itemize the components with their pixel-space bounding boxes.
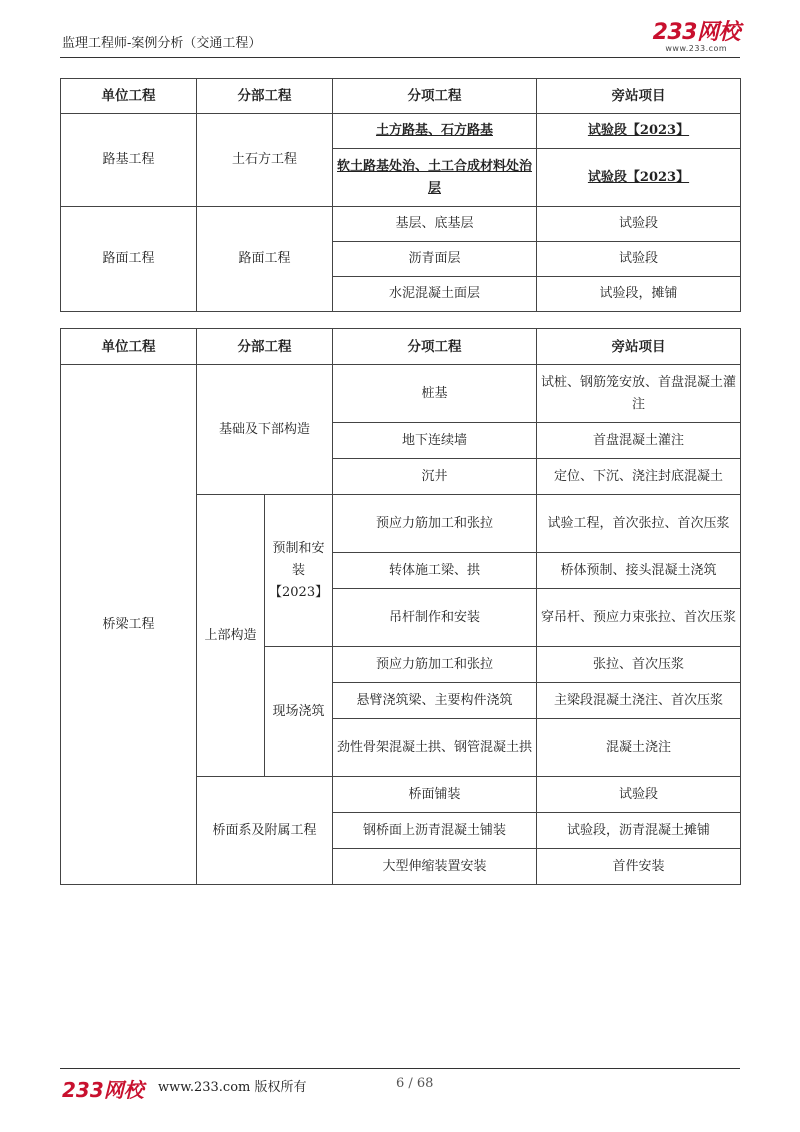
col-header-unit: 单位工程 [61,79,197,114]
item-cell: 沉井 [333,459,537,495]
table-bridge [60,328,741,885]
item-cell: 沥青面层 [333,242,537,277]
col-header-part: 分部工程 [197,329,333,365]
inspect-cell: 试验段 [537,207,741,242]
item-cell: 劲性骨架混凝土拱、钢管混凝土拱 [333,719,537,777]
brand-logo[interactable] [653,22,740,54]
item-cell: 桩基 [333,365,537,423]
footer-copyright[interactable]: www.233.com 版权所有 [158,1080,307,1095]
item-cell: 基层、底基层 [333,207,537,242]
item-cell: 桥面铺装 [333,777,537,813]
inspect-cell: 试验段，摊铺 [537,277,741,312]
footer-divider [60,1068,740,1069]
col-header-inspect: 旁站项目 [537,329,741,365]
unit-cell-bridge: 桥梁工程 [61,365,197,885]
inspect-cell: 桥体预制、接头混凝土浇筑 [537,553,741,589]
logo-url: www.233.com [665,44,728,53]
col-header-part: 分部工程 [197,79,333,114]
group-foundation: 基础及下部构造 [197,365,333,495]
inspect-cell: 试桩、钢筋笼安放、首盘混凝土灌注 [537,365,741,423]
col-header-inspect: 旁站项目 [537,79,741,114]
inspect-cell-link[interactable]: 试验段【2023】 [537,149,741,207]
header-divider [60,57,740,58]
page-header-title: 监理工程师-案例分析（交通工程） [62,36,262,51]
inspect-cell: 试验工程，首次张拉、首次压浆 [537,495,741,553]
item-cell-link[interactable]: 软土路基处治、土工合成材料处治层 [333,149,537,207]
inspect-cell: 混凝土浇注 [537,719,741,777]
inspect-cell: 定位、下沉、浇注封底混凝土 [537,459,741,495]
inspect-cell: 试验段 [537,777,741,813]
col-header-item: 分项工程 [333,79,537,114]
inspect-cell: 试验段，沥青混凝土摊铺 [537,813,741,849]
unit-cell: 路面工程 [61,207,197,312]
item-cell: 大型伸缩装置安装 [333,849,537,885]
inspect-cell: 首件安装 [537,849,741,885]
col-header-item: 分项工程 [333,329,537,365]
table-row [61,207,741,242]
part-cell: 土石方工程 [197,114,333,207]
item-cell: 预应力筋加工和张拉 [333,495,537,553]
unit-cell: 路基工程 [61,114,197,207]
inspect-cell-link[interactable]: 试验段【2023】 [537,114,741,149]
item-cell: 转体施工梁、拱 [333,553,537,589]
table-roadbed-pavement [60,78,741,312]
table-row [61,114,741,149]
footer-logo[interactable]: 233网校 [62,1078,144,1102]
item-cell: 钢桥面上沥青混凝土铺装 [333,813,537,849]
inspect-cell: 试验段 [537,242,741,277]
col-header-unit: 单位工程 [61,329,197,365]
page-number: 6 / 68 [396,1076,434,1091]
item-cell: 悬臂浇筑梁、主要构件浇筑 [333,683,537,719]
group-deck: 桥面系及附属工程 [197,777,333,885]
subgroup-prefab: 预制和安装【2023】 [265,495,333,647]
logo-text: 233网校 [652,20,740,45]
part-cell: 路面工程 [197,207,333,312]
item-cell: 水泥混凝土面层 [333,277,537,312]
table-row [61,365,741,423]
inspect-cell: 穿吊杆、预应力束张拉、首次压浆 [537,589,741,647]
item-cell: 预应力筋加工和张拉 [333,647,537,683]
inspect-cell: 张拉、首次压浆 [537,647,741,683]
subgroup-cast: 现场浇筑 [265,647,333,777]
inspect-cell: 主梁段混凝土浇注、首次压浆 [537,683,741,719]
item-cell: 吊杆制作和安装 [333,589,537,647]
group-superstructure: 上部构造 [197,495,265,777]
item-cell-link[interactable]: 土方路基、石方路基 [333,114,537,149]
inspect-cell: 首盘混凝土灌注 [537,423,741,459]
item-cell: 地下连续墙 [333,423,537,459]
